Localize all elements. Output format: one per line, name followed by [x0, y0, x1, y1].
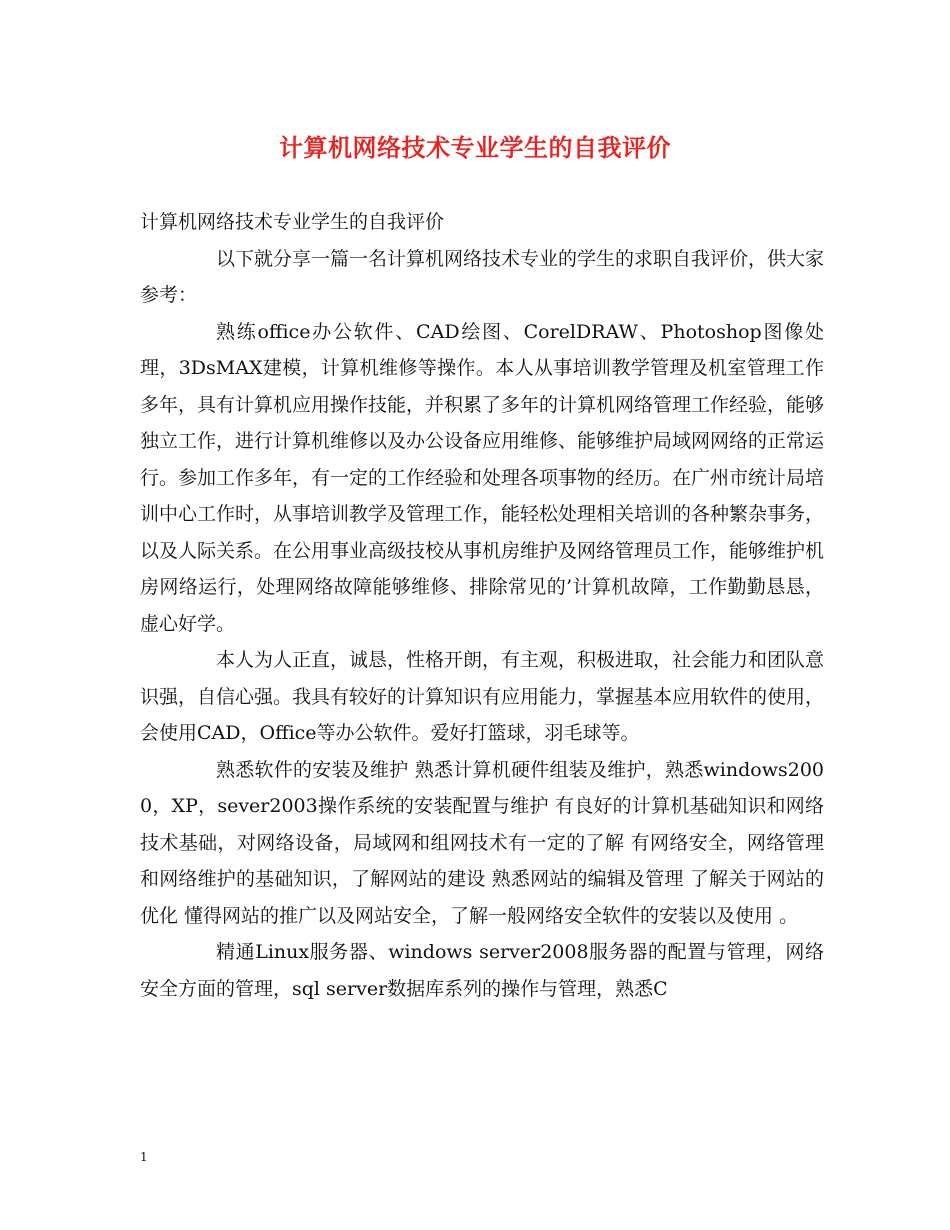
document-title: 计算机网络技术专业学生的自我评价 [279, 133, 671, 162]
page-number: 1 [140, 1150, 148, 1164]
document-body [140, 204, 824, 1007]
paragraph-personality: 本人为人正直，诚恳，性格开朗，有主观，积极进取，社会能力和团队意识强，自信心强。我具有较好的计算知识有应用能力，掌握基本应用软件的使用，会使用CAD，Office等办公软件。爱好打篮球，羽毛球等。 [140, 649, 825, 744]
paragraph-skills-experience: 熟练office办公软件、CAD绘图、CorelDRAW、Photoshop图像处理，3DsMAX建模，计算机维修等操作。本人从事培训教学管理及机室管理工作多年，具有计算机应用操作技能，并积累了多年的计算机网络管理工作经验，能够独立工作，进行计算机维修以及办公设备应用维修、能够维护局域网网络的正常运行。参加工作多年，有一定的工作经验和处理各项事物的经历。在广州市统计局培训中心工作时，从事培训教学及管理工作，能轻松处理相关培训的各种繁杂事务，以及人际关系。在公用事业高级技校从事机房维护及网络管理员工作，能够维护机房网络运行，处理网络故障能够维修、排除常见的’计算机故障，工作勤勤恳恳，虚心好学。 [140, 320, 825, 635]
paragraph-server-skills: 精通Linux服务器、windows server2008服务器的配置与管理，网络安全方面的管理，sql server数据库系列的操作与管理，熟悉C [140, 941, 824, 1000]
paragraph-intro: 以下就分享一篇一名计算机网络技术专业的学生的求职自我评价，供大家参考： [140, 247, 825, 306]
paragraph-technical-knowledge: 熟悉软件的安装及维护 熟悉计算机硬件组装及维护，熟悉windows2000，XP，sever2003操作系统的安装配置与维护 有良好的计算机基础知识和网络技术基础，对网络设备，局域网和组网技术有一定的了解 有网络安全，网络管理和网络维护的基础知识，了解网站的建设 熟悉网站的编辑及管理 了解关于网站的优化 懂得网站的推广以及网站安全，了解一般网络安全软件的安装以及使用 。 [140, 758, 824, 927]
document-subtitle: 计算机网络技术专业学生的自我评价 [140, 211, 445, 233]
